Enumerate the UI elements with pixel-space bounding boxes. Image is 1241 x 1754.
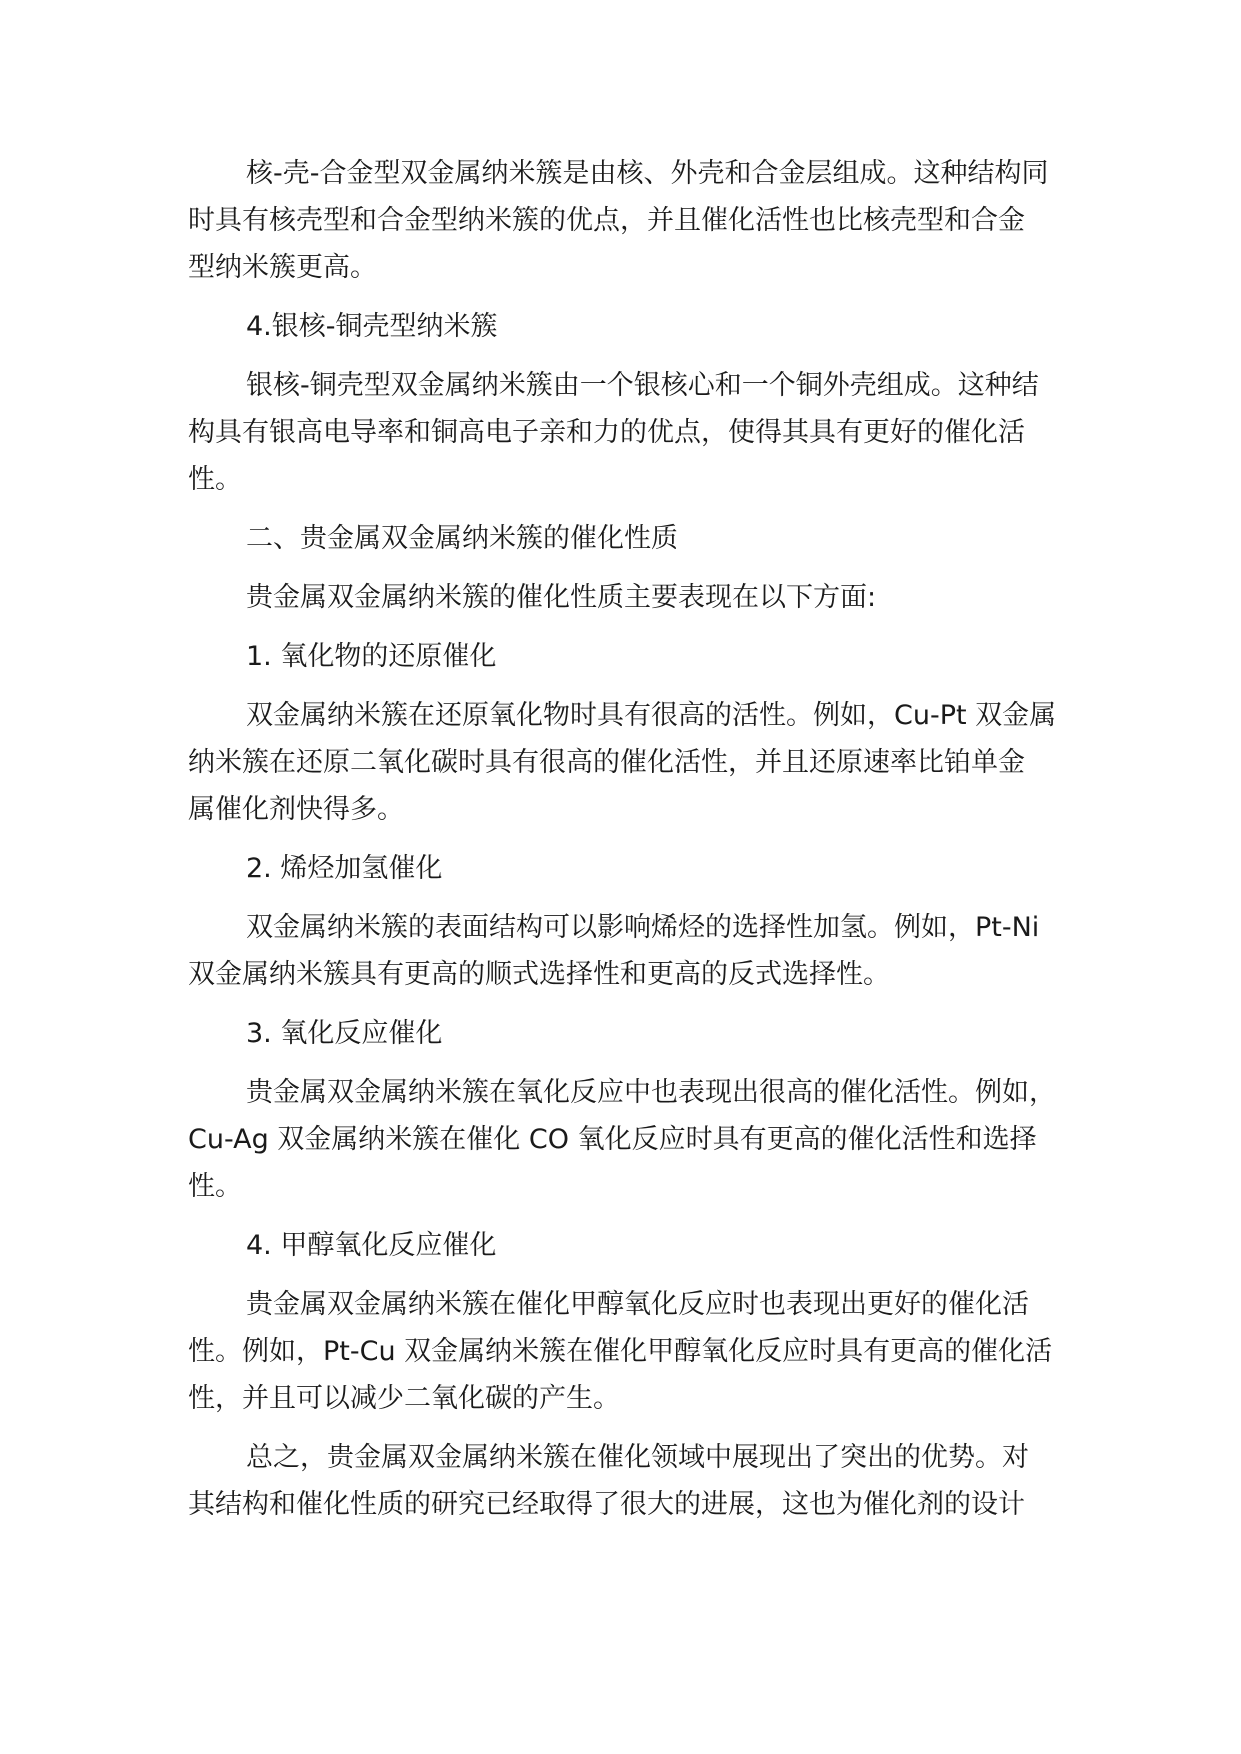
section-heading xyxy=(188,303,1088,350)
body-paragraph xyxy=(188,692,1088,833)
document-page xyxy=(188,150,1088,1540)
body-paragraph xyxy=(188,574,1088,621)
text-line: 贵金属双金属纳米簇在氧化反应中也表现出很高的催化活性。例如， xyxy=(246,1077,1056,1108)
body-paragraph xyxy=(188,362,1088,503)
text-line: 银核-铜壳型双金属纳米簇由一个银核心和一个铜外壳组成。这种结 xyxy=(246,370,1039,401)
text-line: 属催化剂快得多。 xyxy=(188,794,404,825)
text-line: 性，并且可以减少二氧化碳的产生。 xyxy=(188,1383,620,1414)
text-line: 双金属纳米簇的表面结构可以影响烯烃的选择性加氢。例如，Pt-Ni xyxy=(246,912,1040,943)
text-line: 4. 甲醇氧化反应催化 xyxy=(246,1230,497,1261)
body-paragraph xyxy=(188,1434,1088,1528)
text-line: 1. 氧化物的还原催化 xyxy=(246,641,497,672)
section-heading xyxy=(188,515,1088,562)
text-line: 总之，贵金属双金属纳米簇在催化领域中展现出了突出的优势。对 xyxy=(246,1442,1029,1473)
text-line: 性。例如，Pt-Cu 双金属纳米簇在催化甲醇氧化反应时具有更高的催化活 xyxy=(188,1336,1053,1367)
text-line: 3. 氧化反应催化 xyxy=(246,1018,443,1049)
text-line: 二、贵金属双金属纳米簇的催化性质 xyxy=(246,523,678,554)
text-line: 性。 xyxy=(188,464,242,495)
body-paragraph xyxy=(188,904,1088,998)
text-line: 其结构和催化性质的研究已经取得了很大的进展，这也为催化剂的设计 xyxy=(188,1489,1025,1520)
text-line: 核-壳-合金型双金属纳米簇是由核、外壳和合金层组成。这种结构同 xyxy=(246,158,1049,189)
text-line: 双金属纳米簇在还原氧化物时具有很高的活性。例如，Cu-Pt 双金属 xyxy=(246,700,1057,731)
text-line: 双金属纳米簇具有更高的顺式选择性和更高的反式选择性。 xyxy=(188,959,890,990)
text-line: 贵金属双金属纳米簇的催化性质主要表现在以下方面: xyxy=(246,582,877,613)
text-line: 构具有银高电导率和铜高电子亲和力的优点，使得其具有更好的催化活 xyxy=(188,417,1025,448)
section-heading xyxy=(188,1010,1088,1057)
text-line: 贵金属双金属纳米簇在催化甲醇氧化反应时也表现出更好的催化活 xyxy=(246,1289,1029,1320)
section-heading xyxy=(188,845,1088,892)
text-line: Cu-Ag 双金属纳米簇在催化 CO 氧化反应时具有更高的催化活性和选择性。 xyxy=(188,1124,1037,1202)
body-paragraph xyxy=(188,150,1088,291)
section-heading xyxy=(188,1222,1088,1269)
text-line: 2. 烯烃加氢催化 xyxy=(246,853,443,884)
text-line: 纳米簇在还原二氧化碳时具有很高的催化活性，并且还原速率比铂单金 xyxy=(188,747,1025,778)
body-paragraph xyxy=(188,1069,1088,1210)
text-line: 4.银核-铜壳型纳米簇 xyxy=(246,311,498,342)
section-heading xyxy=(188,633,1088,680)
body-paragraph xyxy=(188,1281,1088,1422)
text-line: 时具有核壳型和合金型纳米簇的优点，并且催化活性也比核壳型和合金 xyxy=(188,205,1025,236)
text-line: 型纳米簇更高。 xyxy=(188,252,377,283)
